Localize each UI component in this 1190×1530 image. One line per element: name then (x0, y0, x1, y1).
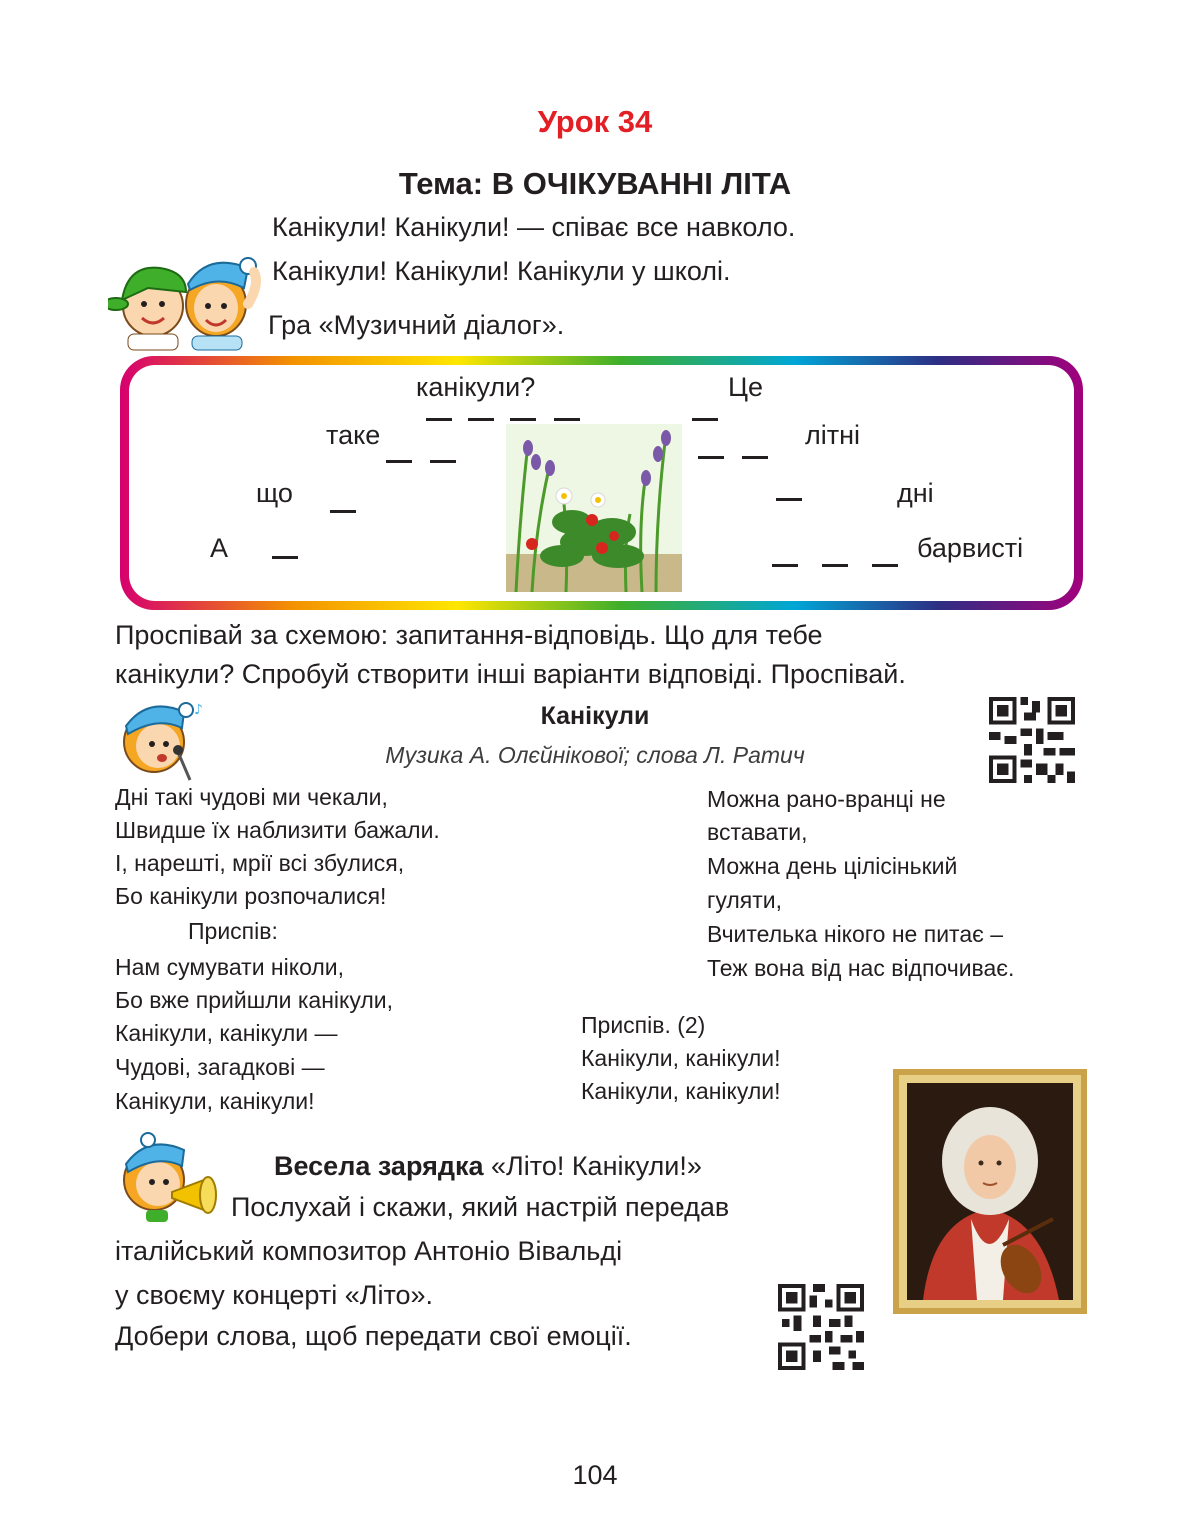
chorus-line: Нам сумувати ніколи, (115, 954, 345, 980)
song-title: Канікули (540, 702, 650, 730)
song-credits: Музика А. Олєйнікової; слова Л. Ратич (385, 742, 805, 768)
scheme-word-shcho: що (256, 478, 293, 508)
chorus-line: Чудові, загадкові — (115, 1054, 325, 1080)
verse2-line: Вчителька нікого не питає – (707, 921, 1004, 947)
qr-code-song[interactable] (988, 697, 1076, 783)
rhythm-dash (272, 556, 298, 559)
verse1-line: І, нарешті, мрії всі збулися, (115, 850, 405, 876)
chorus2-line: Приспів. (2) (581, 1012, 706, 1038)
kids-illustration-icon (108, 244, 268, 354)
rhythm-dash (468, 418, 494, 421)
rhythm-dash (776, 498, 802, 501)
rhythm-dash (872, 564, 898, 567)
chorus2-line: Канікули, канікули! (581, 1078, 781, 1104)
scheme-word-tse: Це (728, 372, 763, 402)
page-number: 104 (572, 1460, 618, 1490)
rhythm-dash (330, 510, 356, 513)
strawberry-meadow-picture (506, 424, 682, 592)
exercise-title-rest: «Літо! Канікули!» (483, 1151, 702, 1181)
verse2-line: вставати, (707, 819, 808, 845)
rhythm-dash (698, 456, 724, 459)
chorus2-line: Канікули, канікули! (581, 1045, 781, 1071)
chorus-line: Канікули, канікули — (115, 1020, 338, 1046)
instruction-line-1: Проспівай за схемою: запитання-відповідь. Що для тебе (115, 620, 823, 650)
rhythm-dash (554, 418, 580, 421)
trumpet-kid-icon (112, 1132, 232, 1224)
rhythm-dash (386, 460, 412, 463)
verse2-line: Теж вона від нас відпочиває. (707, 955, 1015, 981)
exercise-line: Добери слова, щоб передати свої емоції. (115, 1321, 632, 1351)
scheme-word-barvysti: барвисті (917, 533, 1024, 563)
exercise-line: Послухай і скажи, який настрій передав (231, 1192, 730, 1222)
game-title: Гра «Музичний діалог». (268, 310, 565, 340)
scheme-word-take: таке (326, 420, 381, 450)
rhythm-dash (426, 418, 452, 421)
lesson-title: Урок 34 (537, 104, 653, 139)
exercise-line: італійський композитор Антоніо Вівальді (115, 1236, 623, 1266)
verse1-line: Швидше їх наблизити бажали. (115, 817, 440, 843)
verse1-line: Дні такі чудові ми чекали, (115, 784, 388, 810)
rhythm-dash (692, 418, 718, 421)
scheme-word-a: А (210, 533, 229, 563)
exercise-title-bold: Весела зарядка (274, 1151, 484, 1181)
svg-text:♪: ♪ (194, 702, 203, 718)
verse2-line: Можна день цілісінький (707, 853, 958, 879)
rhythm-dash (822, 564, 848, 567)
scheme-word-kanikuly: канікули? (416, 372, 536, 402)
vivaldi-portrait (893, 1069, 1087, 1314)
rhythm-dash (510, 418, 536, 421)
chorus-label: Приспів: (188, 918, 278, 944)
rhythm-dash (742, 456, 768, 459)
qr-code-vivaldi[interactable] (778, 1284, 864, 1370)
scheme-word-litni: літні (805, 420, 861, 450)
verse2-line: гуляти, (707, 887, 783, 913)
topic-title: Тема: В ОЧІКУВАННІ ЛІТА (398, 166, 792, 201)
rhythm-dash (772, 564, 798, 567)
intro-line-1: Канікули! Канікули! — співає все навколо. (272, 212, 796, 242)
chorus-line: Бо вже прийшли канікули, (115, 987, 393, 1013)
scheme-word-dni: дні (897, 478, 934, 508)
instruction-line-2: канікули? Спробуй створити інші варіанти відповіді. Проспівай. (115, 659, 906, 689)
exercise-line: у своєму концерті «Літо». (115, 1280, 434, 1310)
verse1-line: Бо канікули розпочалися! (115, 883, 387, 909)
rhythm-dash (430, 460, 456, 463)
intro-line-2: Канікули! Канікули! Канікули у школі. (272, 256, 731, 286)
chorus-line: Канікули, канікули! (115, 1088, 315, 1114)
exercise-title (274, 1151, 702, 1182)
verse2-line: Можна рано-вранці не (707, 786, 946, 812)
